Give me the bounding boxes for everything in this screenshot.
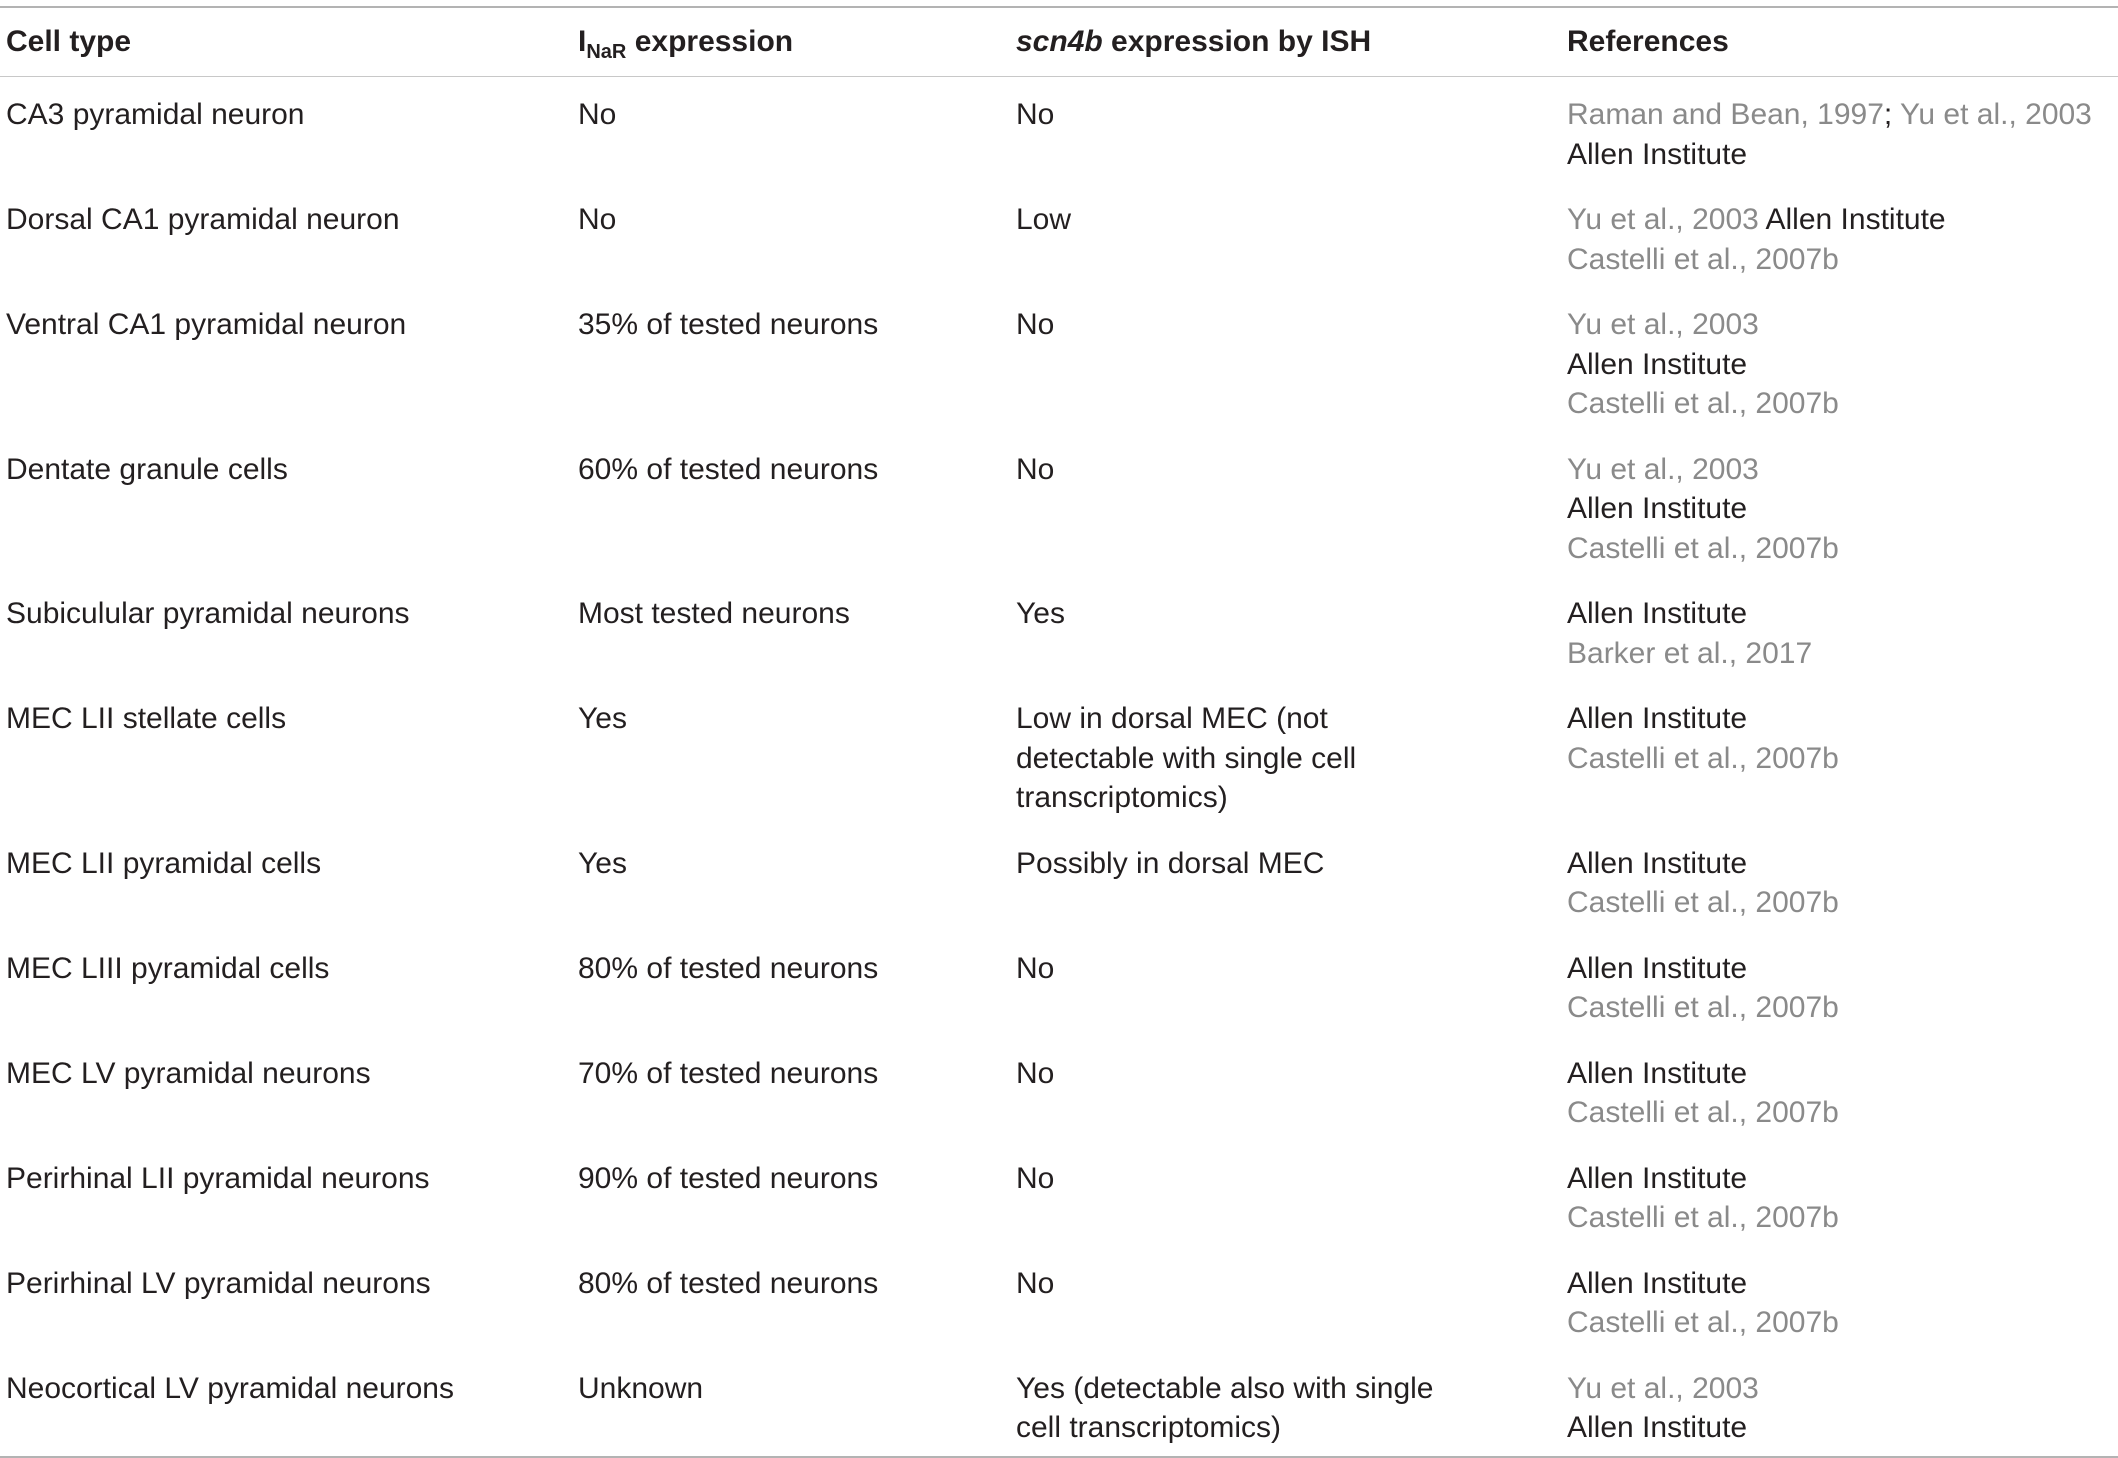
reference-line [1567,1054,1839,1094]
reference-line [1567,739,1839,779]
cell-type: Dentate granule cells [6,452,288,486]
table-header-row [0,8,2118,76]
cell-type: MEC LIII pyramidal cells [6,951,330,985]
reference-text: Allen Institute [1567,1056,1748,1090]
scn4b-line: Possibly in dorsal MEC [1016,846,1325,880]
scn4b-expression [1016,1264,1054,1304]
reference-text: ; [1883,98,1901,131]
reference-line [1567,345,1839,385]
scn4b-line: detectable with single cell [1016,741,1357,775]
table-row [0,1246,2118,1351]
scn4b-line: Yes [1016,597,1065,630]
reference-link[interactable]: Barker et al., 2017 [1567,636,1813,670]
inar-expression: 70% of tested neurons [578,1056,879,1090]
reference-link[interactable]: Castelli et al., 2007b [1567,886,1839,919]
table-row [0,826,2118,931]
reference-link[interactable]: Yu et al., 2003 [1900,98,2092,131]
references [1567,1054,1839,1133]
header-scn4b-expression [1016,22,1371,62]
data-table [0,6,2118,1458]
cell-type: Dorsal CA1 pyramidal neuron [6,203,400,236]
reference-link[interactable]: Yu et al., 2003 [1567,1371,1759,1405]
cell-type: MEC LV pyramidal neurons [6,1056,371,1090]
header-scn4b-gene: scn4b [1016,25,1103,58]
references [1567,844,1839,923]
table-body [0,77,2118,1456]
header-references: References [1567,25,1729,58]
reference-text: Allen Institute [1567,347,1748,381]
reference-line [1567,1198,1839,1238]
reference-line [1567,1408,1759,1448]
scn4b-expression [1016,305,1054,345]
inar-expression: Unknown [578,1371,704,1405]
reference-line [1567,200,1946,240]
references [1567,1264,1839,1343]
reference-link[interactable]: Castelli et al., 2007b [1567,1306,1839,1339]
reference-link[interactable]: Castelli et al., 2007b [1567,1201,1839,1234]
scn4b-line: No [1016,98,1055,131]
reference-text: Allen Institute [1567,137,1748,171]
scn4b-expression [1016,1369,1433,1448]
table-row [0,931,2118,1036]
cell-type: Perirhinal LV pyramidal neurons [6,1266,431,1300]
table-row [0,576,2118,681]
scn4b-line: Low in dorsal MEC (not [1016,702,1328,735]
header-inar-rest: expression [626,25,794,58]
reference-link[interactable]: Castelli et al., 2007b [1567,531,1839,565]
reference-link[interactable]: Castelli et al., 2007b [1567,387,1839,420]
table-row [0,77,2118,182]
inar-expression: 80% of tested neurons [578,1266,879,1300]
scn4b-expression [1016,949,1054,989]
reference-line [1567,594,1812,634]
inar-expression: Yes [578,702,627,735]
scn4b-expression [1016,1054,1054,1094]
reference-line [1567,529,1839,569]
cell-type: MEC LII pyramidal cells [6,846,322,880]
inar-expression: No [578,203,617,236]
table-row [0,287,2118,432]
scn4b-line: transcriptomics) [1016,781,1228,814]
reference-line [1567,1369,1759,1409]
header-inar-symbol: I [578,25,587,58]
scn4b-line: Low [1016,203,1072,236]
reference-line [1567,305,1839,345]
scn4b-line: Yes (detectable also with single [1016,1371,1434,1405]
table-row [0,681,2118,826]
reference-line [1567,634,1812,674]
header-cell-type: Cell type [6,25,132,58]
reference-line [1567,699,1839,739]
reference-link[interactable]: Castelli et al., 2007b [1567,741,1839,775]
reference-link[interactable]: Yu et al., 2003 [1567,203,1759,236]
reference-line [1567,949,1839,989]
references [1567,200,1946,279]
cell-type: CA3 pyramidal neuron [6,98,305,131]
reference-link[interactable]: Castelli et al., 2007b [1567,242,1839,276]
reference-text: Allen Institute [1567,1266,1748,1300]
reference-line [1567,1093,1839,1133]
reference-link[interactable]: Castelli et al., 2007b [1567,991,1839,1024]
scn4b-line: No [1016,1266,1055,1300]
inar-expression: 80% of tested neurons [578,951,879,985]
reference-line [1567,240,1946,280]
reference-line [1567,95,2092,135]
scn4b-expression [1016,200,1071,240]
reference-line [1567,844,1839,884]
inar-expression: 90% of tested neurons [578,1161,879,1195]
reference-line [1567,1264,1839,1304]
references [1567,699,1839,778]
reference-text: Allen Institute [1567,702,1748,735]
reference-line [1567,1159,1839,1199]
reference-text: Allen Institute [1567,1161,1748,1195]
reference-line [1567,450,1839,490]
scn4b-expression [1016,450,1054,490]
reference-text: Allen Institute [1567,597,1748,630]
table-row [0,432,2118,577]
inar-expression: Yes [578,846,627,880]
cell-type: MEC LII stellate cells [6,702,287,735]
cell-type: Ventral CA1 pyramidal neuron [6,308,407,341]
references [1567,1159,1839,1238]
references [1567,450,1839,569]
scn4b-expression [1016,594,1065,634]
table-row [0,1036,2118,1141]
references [1567,95,2092,174]
reference-line [1567,384,1839,424]
reference-line [1567,883,1839,923]
table-bottom-rule [0,1456,2118,1458]
scn4b-expression [1016,699,1356,818]
references [1567,594,1812,673]
reference-link[interactable]: Yu et al., 2003 [1567,452,1759,486]
inar-expression: 35% of tested neurons [578,308,879,341]
cell-type: Subiculular pyramidal neurons [6,597,410,630]
cell-type: Perirhinal LII pyramidal neurons [6,1161,430,1195]
header-inar-subscript: NaR [586,41,627,63]
reference-text: Allen Institute [1567,1411,1748,1444]
references [1567,305,1839,424]
scn4b-line: No [1016,308,1055,341]
scn4b-line: No [1016,951,1055,985]
inar-expression: Most tested neurons [578,597,850,630]
reference-text: Allen Institute [1567,846,1748,880]
scn4b-line: No [1016,1161,1055,1195]
cell-type: Neocortical LV pyramidal neurons [6,1371,454,1405]
references [1567,1369,1759,1448]
scn4b-line: cell transcriptomics) [1016,1411,1282,1444]
reference-link[interactable]: Raman and Bean, 1997 [1567,98,1884,131]
reference-link[interactable]: Yu et al., 2003 [1567,308,1759,341]
header-inar-expression [578,22,793,66]
reference-line [1567,988,1839,1028]
scn4b-expression [1016,95,1054,135]
table-row [0,1351,2118,1456]
scn4b-line: No [1016,1056,1055,1090]
reference-text: Allen Institute [1567,951,1748,985]
references [1567,949,1839,1028]
inar-expression: No [578,98,617,131]
reference-line [1567,1303,1839,1343]
scn4b-line: No [1016,452,1055,486]
table-row [0,182,2118,287]
header-scn4b-rest: expression by ISH [1102,25,1372,58]
inar-expression: 60% of tested neurons [578,452,879,486]
reference-text: Allen Institute [1567,492,1748,525]
reference-link[interactable]: Castelli et al., 2007b [1567,1096,1839,1129]
reference-text: Allen Institute [1758,203,1946,236]
table-row [0,1141,2118,1246]
scn4b-expression [1016,844,1324,884]
reference-line [1567,489,1839,529]
scn4b-expression [1016,1159,1054,1199]
reference-line [1567,135,2092,175]
